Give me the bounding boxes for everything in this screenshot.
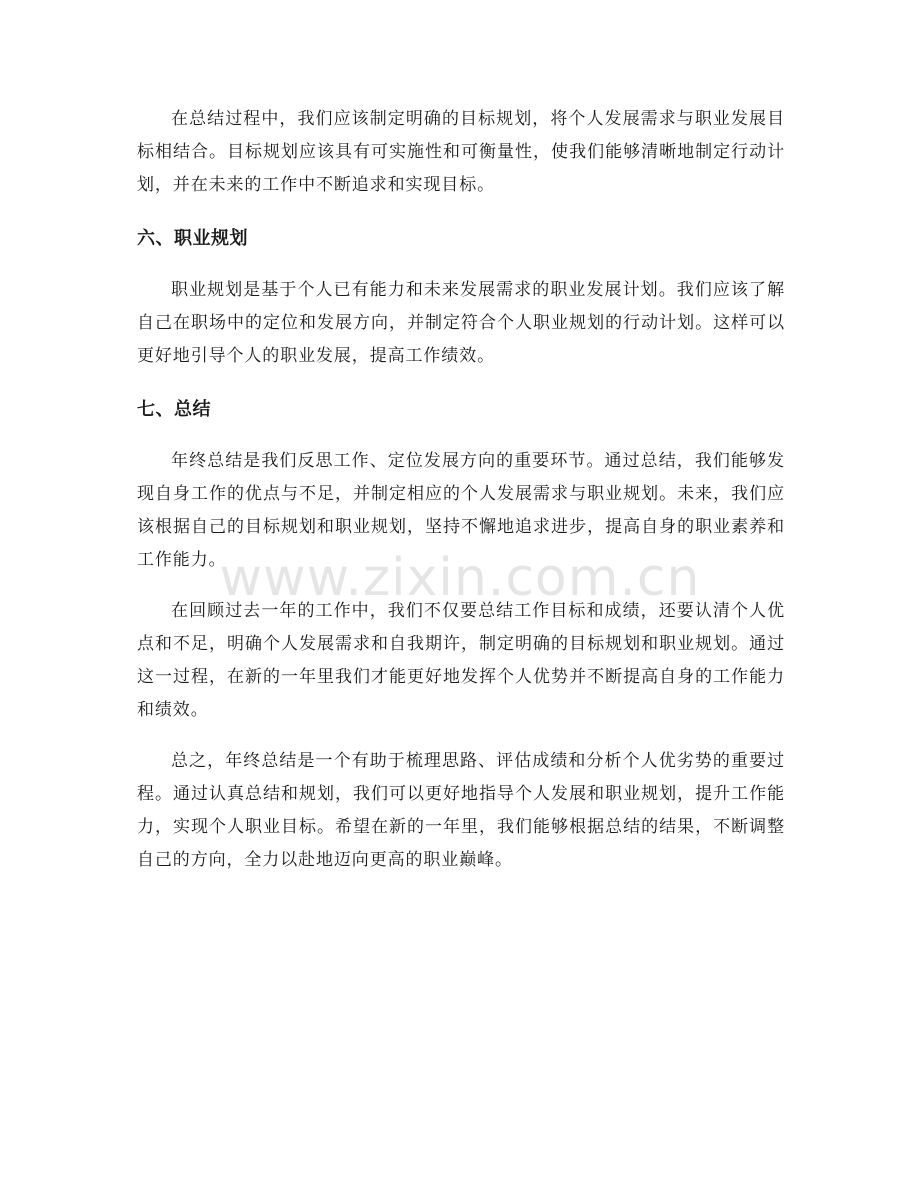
paragraph-summary-1: 年终总结是我们反思工作、定位发展方向的重要环节。通过总结，我们能够发现自身工作的优点与不足，并制定相应的个人发展需求与职业规划。未来，我们应该根据自己的目标规划和职业规划，坚持不懈地追求进步，提高自身的职业素养和工作能力。 bbox=[137, 451, 785, 570]
paragraph-summary-2: 在回顾过去一年的工作中，我们不仅要总结工作目标和成绩，还要认清个人优点和不足，明确个人发展需求和自我期许，制定明确的目标规划和职业规划。通过这一过程，在新的一年里我们才能更好地发挥个人优势并不断提高自身的工作能力和绩效。 bbox=[137, 601, 785, 720]
paragraph-summary-3: 总之，年终总结是一个有助于梳理思路、评估成绩和分析个人优劣势的重要过程。通过认真总结和规划，我们可以更好地指导个人发展和职业规划，提升工作能力，实现个人职业目标。希望在新的一年里，我们能够根据总结的结果，不断调整自己的方向，全力以赴地迈向更高的职业巅峰。 bbox=[137, 751, 785, 870]
section-heading-summary: 七、总结 bbox=[137, 399, 211, 420]
paragraph-career-planning: 职业规划是基于个人已有能力和未来发展需求的职业发展计划。我们应该了解自己在职场中的定位和发展方向，并制定符合个人职业规划的行动计划。这样可以更好地引导个人的职业发展，提高工作绩效。 bbox=[137, 280, 785, 366]
watermark: www.zixin.com.cn bbox=[219, 548, 701, 608]
document-body bbox=[137, 103, 785, 877]
section-heading-career-planning: 六、职业规划 bbox=[137, 228, 248, 249]
paragraph-goal-planning: 在总结过程中，我们应该制定明确的目标规划，将个人发展需求与职业发展目标相结合。目标规划应该具有可实施性和可衡量性，使我们能够清晰地制定行动计划，并在未来的工作中不断追求和实现目标。 bbox=[137, 109, 785, 195]
